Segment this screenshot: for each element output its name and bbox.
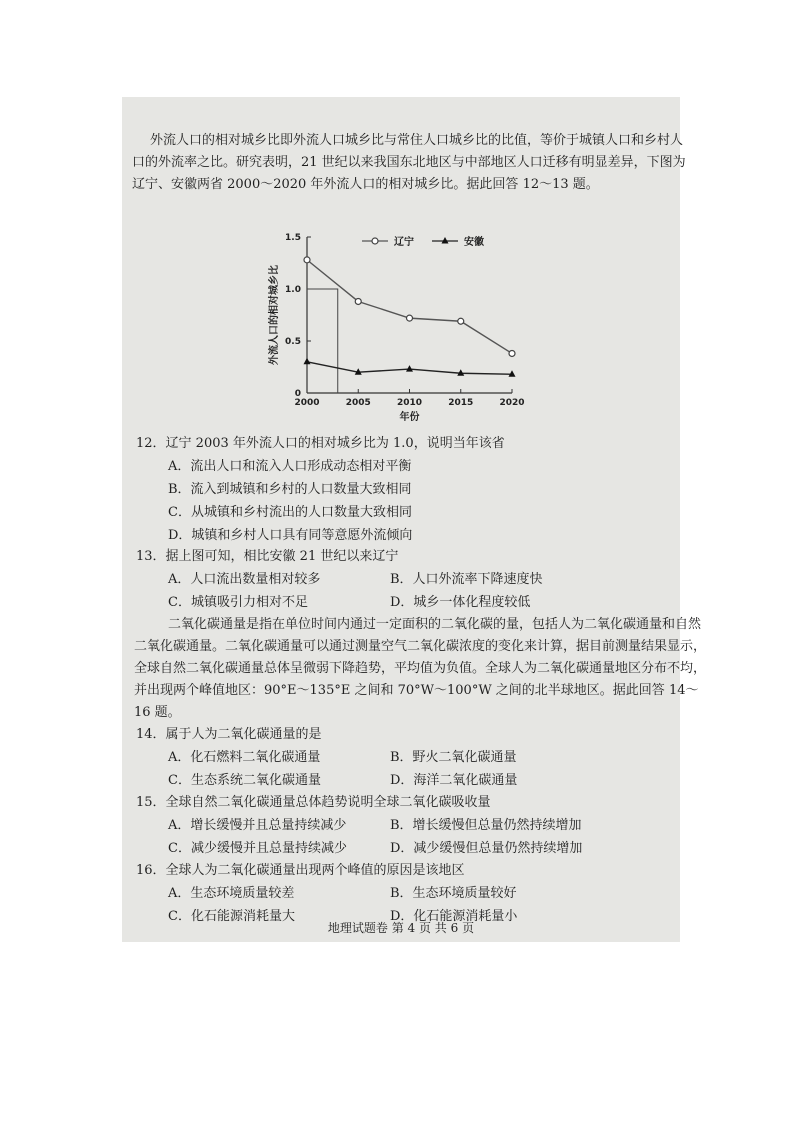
q14-option-d: D．海洋二氧化碳通量 (390, 773, 518, 788)
legend-label-2: 安徽 (464, 237, 484, 248)
intro2-line-2: 二氧化碳通量。二氧化碳通量可以通过测量空气二氧化碳浓度的变化来计算，据目前测量结果显示， (134, 639, 707, 654)
series-1-point (407, 315, 413, 321)
series-1-point (509, 350, 515, 356)
page-footer: 地理试题卷 第 4 页 共 6 页 (327, 921, 475, 935)
y-axis-title: 外流人口的相对城乡比 (269, 265, 280, 365)
q12-option-c: C．从城镇和乡村流出的人口数量大致相同 (168, 505, 412, 520)
q14-stem: 14．属于人为二氧化碳通量的是 (136, 727, 322, 742)
intro-line-2: 口的外流率之比。研究表明，21 世纪以来我国东北地区与中部地区人口迁移有明显差异，下图为 (132, 155, 686, 170)
series-1-point (355, 298, 361, 304)
intro2-line-4: 并出现两个峰值地区：90°E～135°E 之间和 70°W～100°W 之间的北半球地区。据此回答 14～ (134, 683, 699, 698)
exam-page (122, 97, 707, 942)
x-tick-label: 2020 (499, 398, 525, 408)
q14-option-b: B．野火二氧化碳通量 (390, 750, 517, 765)
x-tick-label: 2000 (294, 398, 320, 408)
q16-option-b: B．生态环境质量较好 (390, 886, 517, 901)
y-tick-label: 0.5 (285, 337, 301, 347)
annotation-guide-line (307, 289, 338, 393)
q14-option-c: C．生态系统二氧化碳通量 (168, 773, 321, 788)
y-tick-label: 1.5 (285, 233, 301, 243)
x-tick-label: 2010 (396, 398, 423, 408)
q16-option-c: C．化石能源消耗量大 (168, 909, 295, 924)
x-tick-label: 2015 (448, 398, 474, 408)
series-2-point (304, 358, 311, 365)
intro2-line-3: 全球自然二氧化碳通量总体呈微弱下降趋势，平均值为负值。全球人为二氧化碳通量地区分布不均， (134, 661, 707, 676)
line-chart (262, 225, 562, 435)
intro-line-1: 外流人口的相对城乡比即外流人口城乡比与常住人口城乡比的比值，等价于城镇人口和乡村人 (150, 133, 684, 148)
y-tick-label: 0 (294, 389, 301, 399)
q15-option-d: D．减少缓慢但总量仍然持续增加 (390, 841, 583, 856)
q13-option-c: C．城镇吸引力相对不足 (168, 595, 308, 610)
x-axis-title: 年份 (399, 412, 420, 423)
q15-option-b: B．增长缓慢但总量仍然持续增加 (390, 818, 582, 833)
q12-option-d: D．城镇和乡村人口具有同等意愿外流倾向 (168, 528, 413, 543)
series-1-point (304, 257, 310, 263)
x-tick-label: 2005 (345, 398, 371, 408)
q12-option-b: B．流入到城镇和乡村的人口数量大致相同 (168, 482, 412, 497)
q15-option-c: C．减少缓慢并且总量持续减少 (168, 841, 347, 856)
q16-option-d: D．化石能源消耗量小 (390, 909, 518, 924)
q15-option-a: A．增长缓慢并且总量持续减少 (168, 818, 347, 833)
series-2-point (509, 370, 516, 377)
q13-option-b: B．人口外流率下降速度快 (390, 572, 543, 587)
q13-stem: 13．据上图可知，相比安徽 21 世纪以来辽宁 (136, 549, 399, 564)
q13-option-d: D．城乡一体化程度较低 (390, 595, 531, 610)
legend-label-1: 辽宁 (394, 237, 414, 248)
y-tick-label: 1.0 (285, 285, 301, 295)
q16-option-a: A．生态环境质量较差 (168, 886, 295, 901)
intro2-line-1: 二氧化碳通量是指在单位时间内通过一定面积的二氧化碳的量，包括人为二氧化碳通量和自然 (168, 617, 702, 632)
intro2-line-5: 16 题。 (134, 705, 181, 720)
q15-stem: 15．全球自然二氧化碳通量总体趋势说明全球二氧化碳吸收量 (136, 795, 491, 810)
series-2-point (406, 365, 413, 372)
q14-option-a: A．化石燃料二氧化碳通量 (168, 750, 321, 765)
q13-option-a: A．人口流出数量相对较多 (168, 572, 321, 587)
q16-stem: 16．全球人为二氧化碳通量出现两个峰值的原因是该地区 (136, 863, 465, 878)
series-1-point (458, 318, 464, 324)
legend-marker-2 (442, 237, 449, 244)
legend-marker-1 (372, 238, 378, 244)
q12-option-a: A．流出人口和流入人口形成动态相对平衡 (168, 459, 412, 474)
q12-stem: 12．辽宁 2003 年外流人口的相对城乡比为 1.0，说明当年该省 (136, 436, 505, 451)
intro-line-3: 辽宁、安徽两省 2000～2020 年外流人口的相对城乡比。据此回答 12～13 题。 (132, 177, 599, 192)
